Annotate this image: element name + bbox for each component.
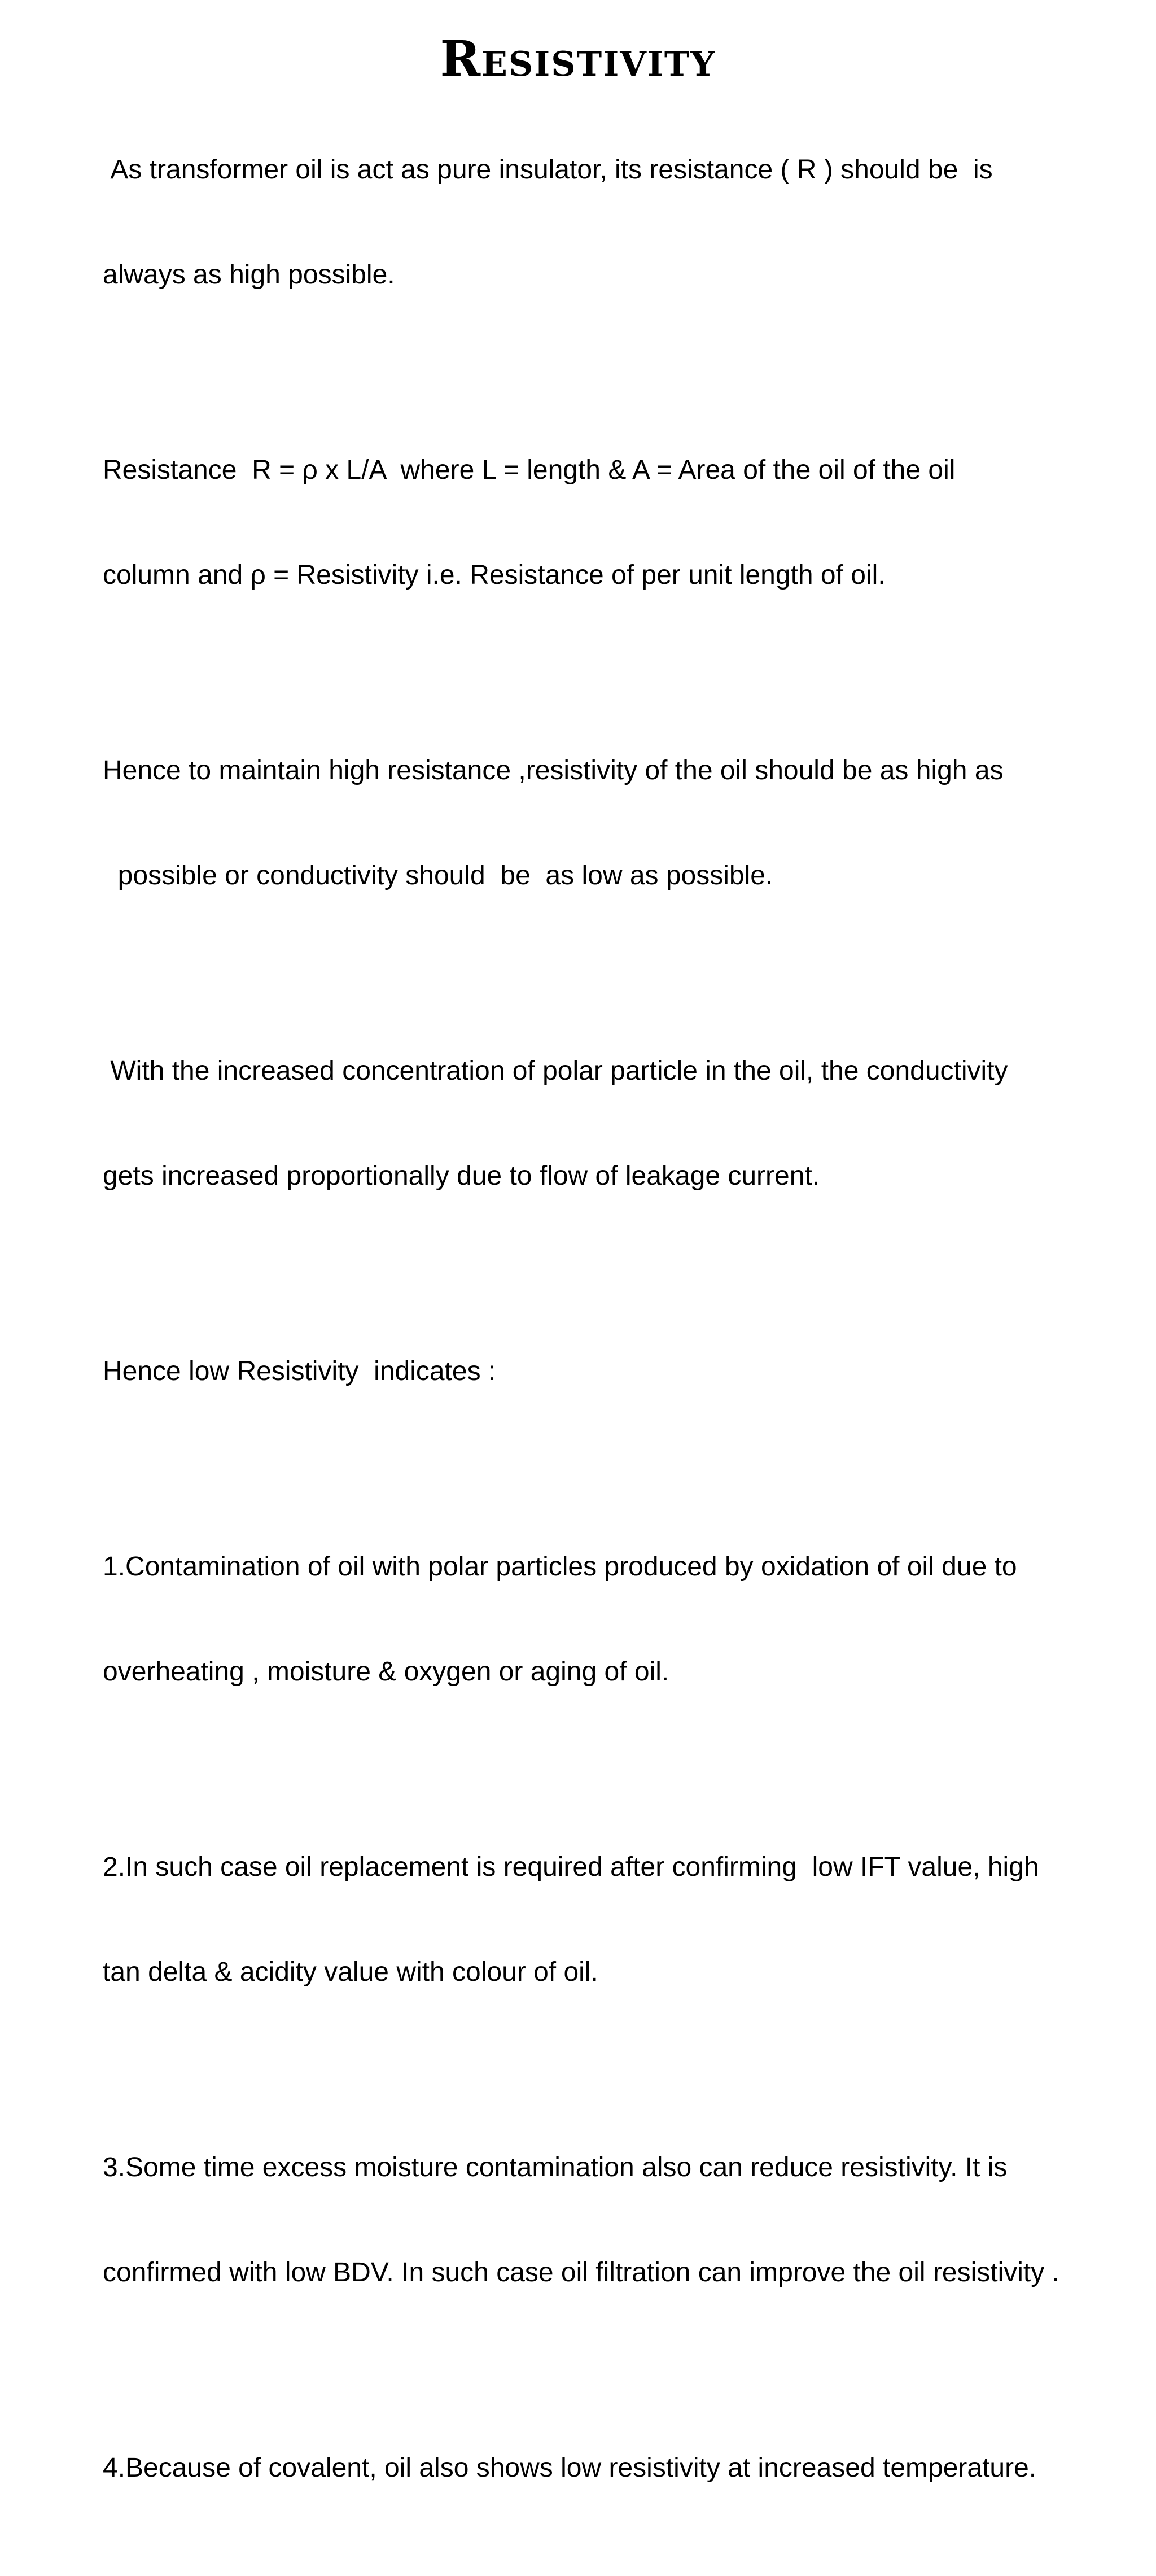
- paragraph-line: Hence to maintain high resistance ,resistivity of the oil should be as high as: [103, 756, 1004, 785]
- list-item-1: [103, 1479, 1141, 1759]
- paragraph-maintain: [103, 683, 1141, 963]
- paragraph-line: column and ρ = Resistivity i.e. Resistance of per unit length of oil.: [103, 560, 886, 590]
- paragraph-intro: [103, 82, 1141, 363]
- paragraph-line: Resistance R = ρ x L/A where L = length & A = Area of the oil of the oil: [103, 455, 956, 485]
- paragraph-line: As transformer oil is act as pure insulator, its resistance ( R ) should be is: [103, 155, 993, 185]
- slide-title: Resistivity: [440, 30, 716, 88]
- paragraph-line: 4.Because of covalent, oil also shows low resistivity at increased temperature.: [103, 2453, 1037, 2483]
- list-item-4: [103, 2381, 1141, 2556]
- paragraph-line: 1.Contamination of oil with polar particles produced by oxidation of oil due to: [103, 1552, 1017, 1582]
- paragraph-indicates: [103, 1284, 1141, 1459]
- paragraph-polar: [103, 984, 1141, 1264]
- slide-body: [103, 82, 1141, 2576]
- paragraph-formula: [103, 383, 1141, 663]
- paragraph-line: always as high possible.: [103, 260, 395, 290]
- paragraph-line: confirmed with low BDV. In such case oil filtration can improve the oil resistivity .: [103, 2258, 1059, 2287]
- list-item-3: [103, 2080, 1141, 2360]
- paragraph-line: gets increased proportionally due to flow of leakage current.: [103, 1161, 820, 1191]
- paragraph-line: With the increased concentration of polar particle in the oil, the conductivity: [103, 1056, 1008, 1086]
- list-item-2: [103, 1780, 1141, 2060]
- paragraph-line: 2.In such case oil replacement is required after confirming low IFT value, high: [103, 1852, 1039, 1882]
- paragraph-line: possible or conductivity should be as low as possible.: [103, 861, 773, 890]
- paragraph-line: 3.Some time excess moisture contamination also can reduce resistivity. It is: [103, 2153, 1008, 2182]
- paragraph-line: overheating , moisture & oxygen or aging of oil.: [103, 1657, 669, 1687]
- paragraph-line: Hence low Resistivity indicates :: [103, 1356, 496, 1386]
- paragraph-line: tan delta & acidity value with colour of oil.: [103, 1957, 598, 1987]
